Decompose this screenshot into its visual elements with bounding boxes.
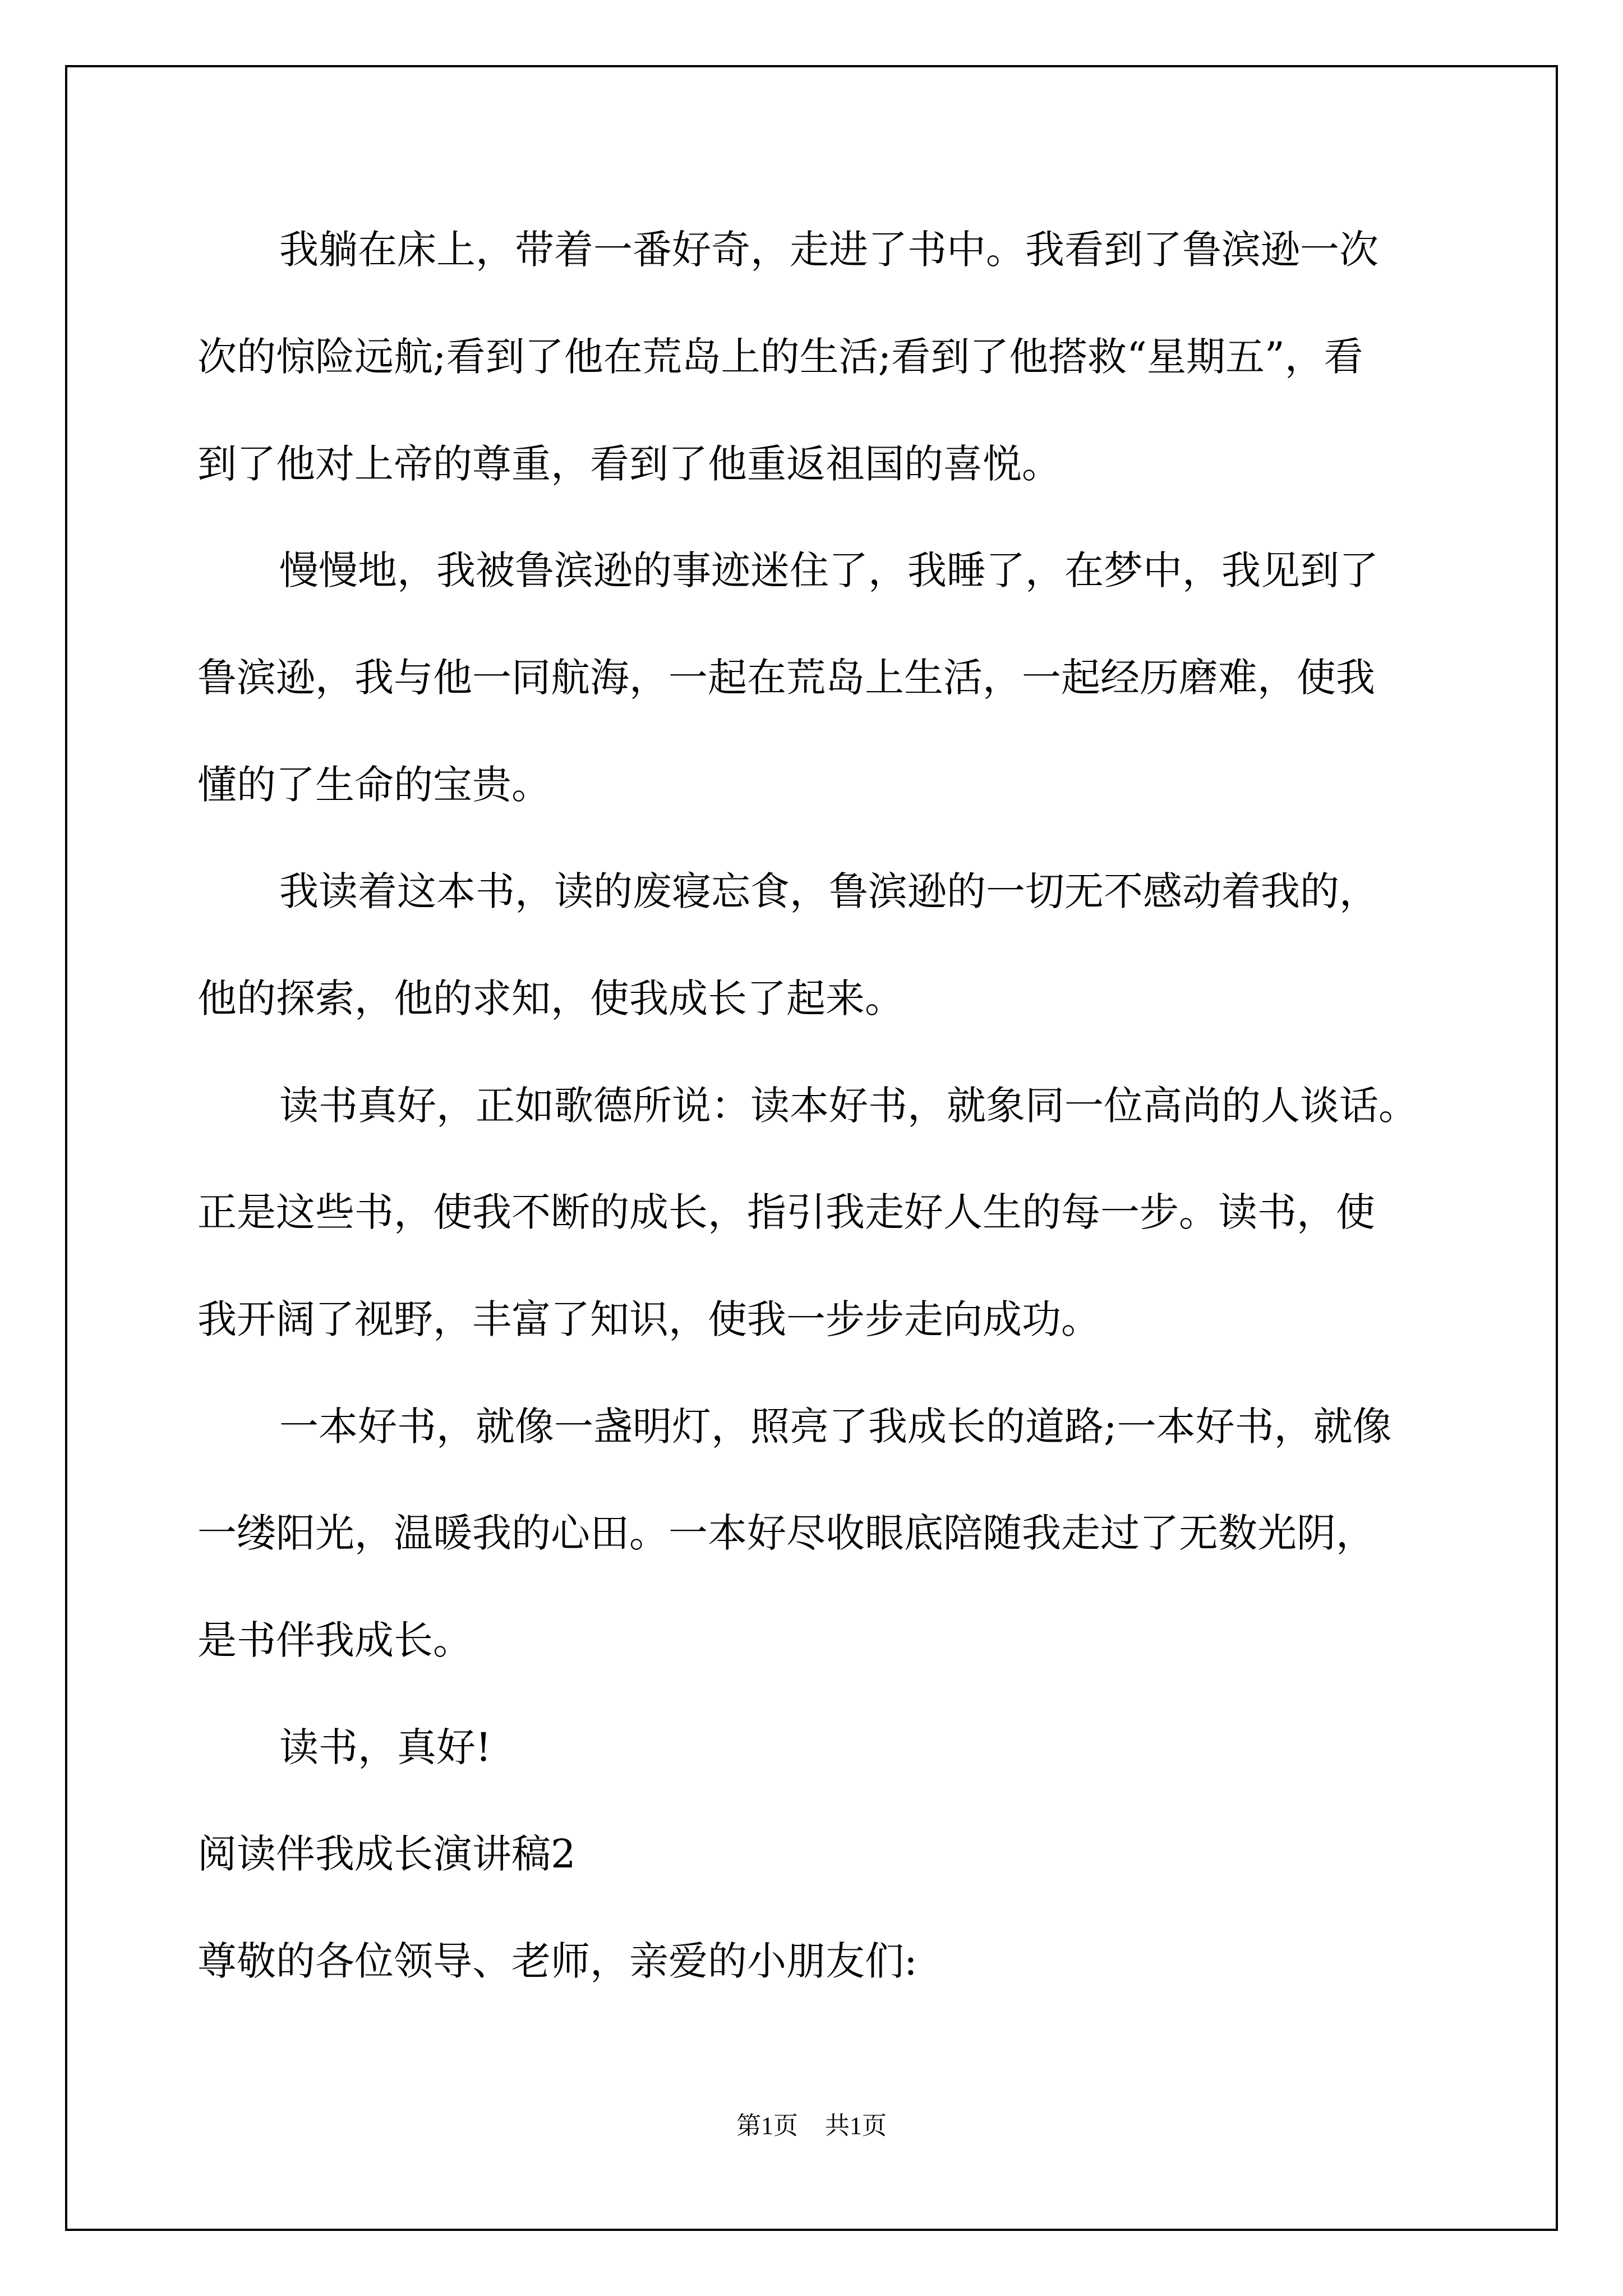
paragraph-line: 次的惊险远航;看到了他在荒岛上的生活;看到了他搭救“星期五”，看 bbox=[197, 334, 1363, 380]
paragraph-line: 到了他对上帝的尊重，看到了他重返祖国的喜悦。 bbox=[197, 441, 1061, 487]
salutation: 尊敬的各位领导、老师，亲爱的小朋友们: bbox=[197, 1938, 917, 1984]
page-border bbox=[65, 65, 1558, 2231]
section-title: 阅读伴我成长演讲稿2 bbox=[197, 1831, 576, 1877]
paragraph-line: 懂的了生命的宝贵。 bbox=[197, 762, 551, 808]
paragraph-line: 他的探索，他的求知，使我成长了起来。 bbox=[197, 976, 904, 1022]
paragraph-line: 一缕阳光，温暖我的心田。一本好尽收眼底陪随我走过了无数光阴， bbox=[197, 1510, 1375, 1556]
paragraph-line: 我读着这本书，读的废寝忘食，鲁滨逊的一切无不感动着我的， bbox=[279, 868, 1378, 914]
paragraph-line: 我躺在床上，带着一番好奇，走进了书中。我看到了鲁滨逊一次 bbox=[279, 227, 1378, 273]
paragraph-line: 读书，真好! bbox=[279, 1724, 492, 1770]
paragraph-line: 是书伴我成长。 bbox=[197, 1617, 472, 1663]
paragraph-line: 鲁滨逊，我与他一同航海，一起在荒岛上生活，一起经历磨难，使我 bbox=[197, 655, 1375, 701]
page-number: 第1页 bbox=[736, 2112, 798, 2139]
paragraph-line: 读书真好，正如歌德所说：读本好书，就象同一位高尚的人谈话。 bbox=[279, 1083, 1418, 1129]
paragraph-line: 一本好书，就像一盏明灯，照亮了我成长的道路;一本好书，就像 bbox=[279, 1404, 1392, 1450]
page-footer bbox=[0, 2109, 1623, 2143]
paragraph-line: 我开阔了视野，丰富了知识，使我一步步走向成功。 bbox=[197, 1296, 1100, 1342]
page-total: 共1页 bbox=[825, 2112, 887, 2139]
paragraph-line: 正是这些书，使我不断的成长，指引我走好人生的每一步。读书，使 bbox=[197, 1189, 1375, 1235]
paragraph-line: 慢慢地，我被鲁滨逊的事迹迷住了，我睡了，在梦中，我见到了 bbox=[279, 547, 1378, 593]
